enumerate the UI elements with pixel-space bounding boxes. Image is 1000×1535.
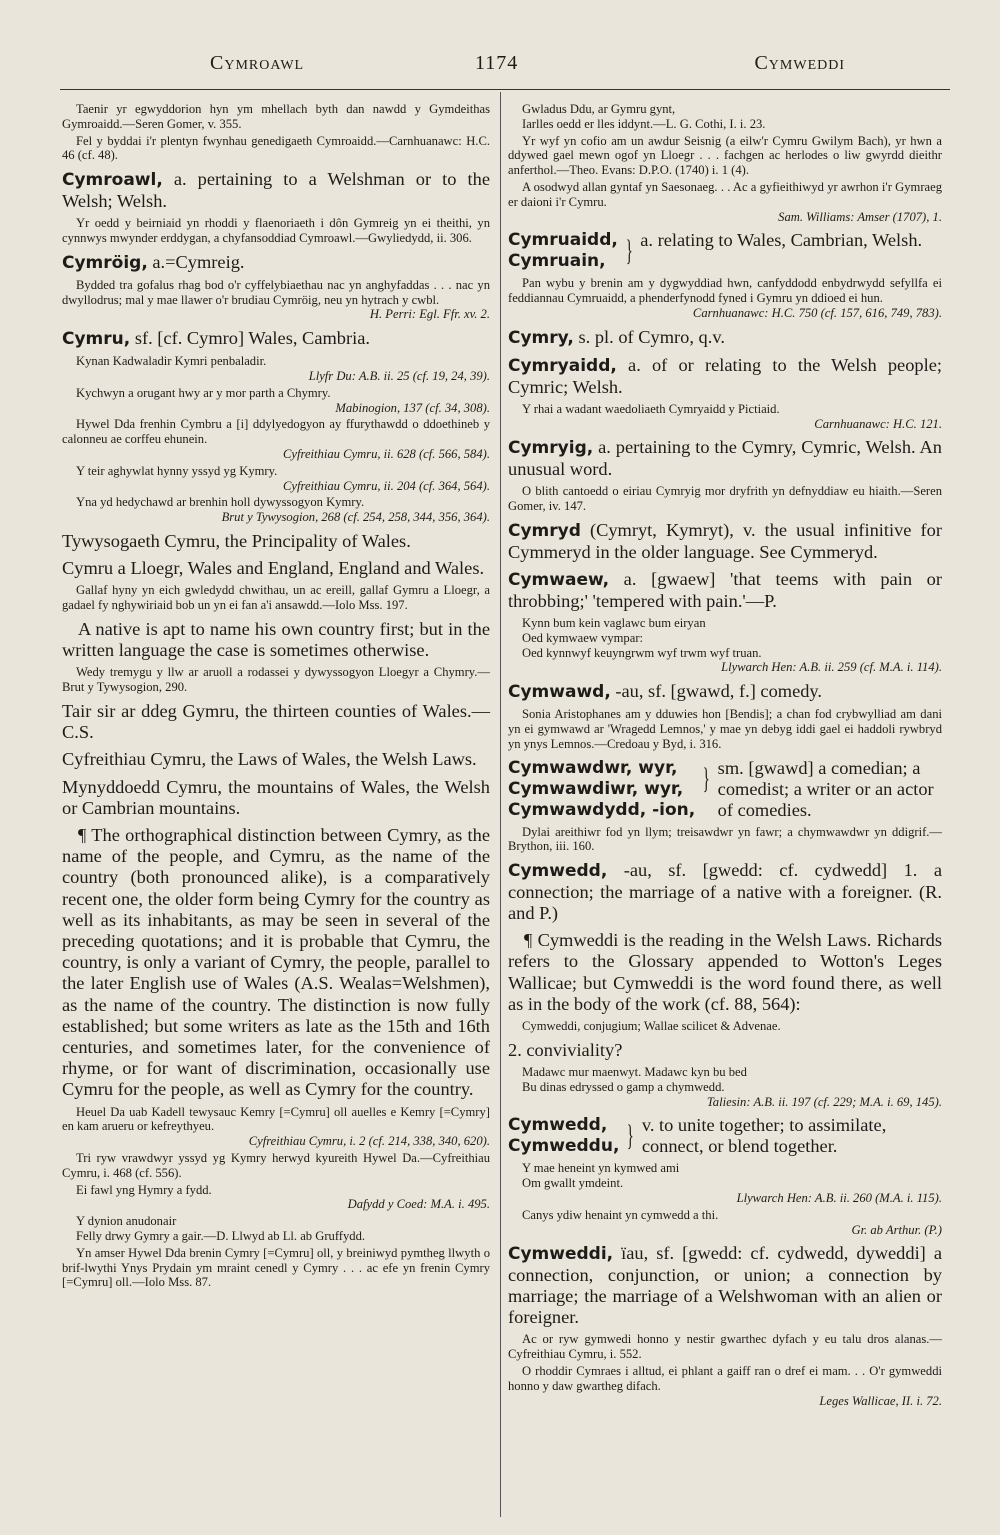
sense-entry: 2. conviviality? <box>508 1039 623 1060</box>
entry-headwords <box>508 1115 619 1157</box>
quotation-source: Carnhuanawc: H.C. 750 (cf. 157, 616, 749, 783). <box>692 305 942 320</box>
quotation-source: Gr. ab Arthur. (P.) <box>851 1222 942 1237</box>
entry-headword: Cymruain, <box>508 251 606 272</box>
column-divider <box>500 92 501 1517</box>
dictionary-entry <box>62 252 490 274</box>
quotation-source: Cyfreithiau Cymru, ii. 628 (cf. 566, 584). <box>283 446 490 461</box>
entry-headword: Cymryd <box>508 520 581 541</box>
quotation: Sonia Aristophanes am y dduwies hon [Bendis]; a chan fod crybwylliad am dani yn ei gymwawd ar 'Wragedd Lemnos,' y mae yn debyg iddi gael ei haddoli rywbryd yn ynys Lemnos.—Credoau y Byd, i. 316. <box>508 707 942 751</box>
quotation: Yn amser Hywel Dda brenin Cymry [=Cymru] oll, y breiniwyd pymtheg llwyth o brif-lwythi Ynys Prydain ym mraint cenedl y Cymry . . . ac efe yn frenin Cymry [=Cymru] oll.—Iolo Mss. 87. <box>62 1245 490 1290</box>
quotation: Gallaf hyny yn eich gwledydd chwithau, un ac ereill, gallaf Gymru a Lloegr, a gadael fy nghywiriaid bob un yn ei fan a'i ansawdd.—Iolo Mss. 197. <box>62 583 490 613</box>
dictionary-entry <box>508 327 942 349</box>
quotation-source: H. Perri: Egl. Ffr. xv. 2. <box>369 307 490 322</box>
entry-definition: s. pl. of Cymro, q.v. <box>573 326 725 347</box>
entry-headword: Cymry, <box>508 327 574 348</box>
entry-definition: a. of or relating to the Welsh people; Cymric; Welsh. <box>508 354 942 397</box>
dictionary-entry <box>508 1243 942 1328</box>
quotation: Ac or ryw gymwedi honno y nestir gwarthec dyfach y eu talu dros alanas.—Cyfreithiau Cymru, i. 552. <box>508 1332 942 1362</box>
quotation: Hywel Dda frenhin Cymbru a [i] ddylyedogyon ay ffurythawdd o ddoethineb y calonneu ae corffeu ehunein. Cyfreithiau Cymru, ii. 628 (cf. 566, 584). <box>62 417 490 461</box>
quotation: Y rhai a wadant waedoliaeth Cymryaidd y Pictiaid. Carnhuanawc: H.C. 121. <box>508 402 942 432</box>
quotation-line: Oed kymwaew vympar: <box>522 630 644 645</box>
entry-definition: sf. [cf. Cymro] Wales, Cambria. <box>130 328 370 349</box>
entry-headword: Cymryaidd, <box>508 355 617 376</box>
entry-definition: v. to unite together; to assimilate, connect, or blend together. <box>641 1115 887 1157</box>
entry-headword: Cymwawdydd, -ion, <box>508 799 696 820</box>
running-head <box>60 52 950 78</box>
entry-headwords <box>508 758 695 821</box>
quotation: Canys ydiw henaint yn cymwedd a thi. Gr. ab Arthur. (P.) <box>508 1208 942 1238</box>
phrase-entry: Tair sir ar ddeg Gymru, the thirteen counties of Wales.—C.S. <box>62 700 490 743</box>
brace-icon: } <box>627 1119 635 1153</box>
quotation: Kychwyn a orugant hwy ar y mor parth a Chymry. Mabinogion, 137 (cf. 34, 308). <box>62 386 490 416</box>
quotation: Taenir yr egwyddorion hyn ym mhellach byth dan nawdd y Gymdeithas Gymroaidd.—Seren Gomer, v. 355. <box>62 102 490 131</box>
quotation-line: Om gwallt ymdeint. <box>522 1176 624 1191</box>
quotation: Gwladus Ddu, ar Gymru gynt, Iarlles oedd er lles iddynt.—L. G. Cothi, I. i. 23. <box>508 102 942 132</box>
quotation-source: Cyfreithiau Cymru, ii. 204 (cf. 364, 564). <box>283 478 490 493</box>
entry-headword: Cymwawdwr, wyr, <box>508 757 678 778</box>
quotation: Wedy tremygu y llw ar aruoll a rodassei y dywyssogyon Lloegyr a Chymry.—Brut y Tywysogion, 290. <box>62 665 490 695</box>
entry-headword: Cymwawdiwr, wyr, <box>508 778 684 799</box>
entry-headword: Cymröig, <box>62 252 148 273</box>
quotation: Bydded tra gofalus rhag bod o'r cyffelybiaethau nac yn anghyfaddas . . . nac yn dwyllodrus; mal y mae llawer o'r brudiau Cymröig, neu yn hytrach y cwbl. H. Perri: Egl. Ffr. xv. 2. <box>62 277 490 322</box>
note-paragraph: ¶ Cymweddi is the reading in the Welsh Laws. Richards refers to the Glossary appended to Wotton's Leges Wallicae; but Cymweddi is the word found there, as well as in the body of the work (cf. 88, 564): <box>508 930 942 1014</box>
dictionary-entry-group <box>508 758 942 821</box>
quotation-source: Llyfr Du: A.B. ii. 25 (cf. 19, 24, 39). <box>308 368 490 383</box>
dictionary-entry-group <box>508 230 942 272</box>
quotation: Y teir aghywlat hynny yssyd yg Kymry. Cyfreithiau Cymru, ii. 204 (cf. 364, 564). <box>62 464 490 494</box>
entry-headword: Cymwaew, <box>508 569 610 590</box>
entry-definition: ïau, sf. [gwedd: cf. cydwedd, dyweddi] a connection, conjunction, or union; a connection by marriage; the marriage of a Welshwoman with an alien or foreigner. <box>508 1243 942 1328</box>
phrase-entry: Cymru a Lloegr, Wales and England, England and Wales. <box>62 558 485 579</box>
quotation: Tri ryw vrawdwyr yssyd yg Kymry herwyd kyureith Hywel Da.—Cyfreithiau Cymru, i. 468 (cf. 556). <box>62 1150 490 1180</box>
entry-headword: Cymweddu, <box>508 1136 620 1157</box>
entry-headword: Cymroawl, <box>62 170 163 191</box>
entry-definition: sm. [gwawd] a comedian; a comedist; a writer or an actor of comedies. <box>717 757 934 820</box>
quotation-source: Llywarch Hen: A.B. ii. 260 (M.A. i. 115). <box>736 1190 942 1205</box>
entry-definition: a. pertaining to a Welshman or to the Welsh; Welsh. <box>62 169 490 212</box>
header-rule <box>60 89 950 90</box>
quotation: Ei fawl yng Hymry a fydd. Dafydd y Coed: M.A. i. 495. <box>62 1183 490 1213</box>
quotation-source: Llywarch Hen: A.B. ii. 259 (cf. M.A. i. 114). <box>721 660 942 675</box>
quotation-source: Cyfreithiau Cymru, i. 2 (cf. 214, 338, 340, 620). <box>248 1134 490 1149</box>
dictionary-entry <box>508 569 942 612</box>
dictionary-entry <box>508 520 942 563</box>
note-paragraph: A native is apt to name his own country first; but in the written language the case is sometimes otherwise. <box>62 618 490 661</box>
dictionary-entry-group <box>508 1115 942 1157</box>
entry-headword: Cymru, <box>62 329 131 350</box>
dictionary-entry <box>508 860 942 924</box>
quotation-source: Brut y Tywysogion, 268 (cf. 254, 258, 344, 356, 364). <box>221 510 490 525</box>
entry-headword: Cymryig, <box>508 438 594 459</box>
quotation-line: Bu dinas edryssed o gamp a chymwedd. <box>522 1079 725 1094</box>
entry-definition: -au, sf. [gwawd, f.] comedy. <box>610 681 823 702</box>
entry-definition: (Cymryt, Kymryt), v. the usual infinitive for Cymmeryd in the older language. See Cymmeryd. <box>508 519 942 562</box>
brace-icon: } <box>625 234 633 268</box>
quotation-line: Iarlles oedd er lles iddynt.—L. G. Cothi, I. i. 23. <box>522 116 766 131</box>
quotation-source: Dafydd y Coed: M.A. i. 495. <box>347 1197 490 1212</box>
dictionary-entry <box>508 355 942 398</box>
entry-definition: a. relating to Wales, Cambrian, Welsh. <box>640 230 923 251</box>
quotation-line: Felly drwy Gymry a gair.—D. Llwyd ab Ll. ab Gruffydd. <box>76 1228 366 1243</box>
quotation: Kynan Kadwaladir Kymri penbaladir. Llyfr Du: A.B. ii. 25 (cf. 19, 24, 39). <box>62 354 490 384</box>
quotation: Yr wyf yn cofio am un awdur Seisnig (a eilw'r Cymru Gwilym Bach), yr hwn a ddywed gael mewn ogof yn Lloegr . . . fachgen ac herlodes o liw gwyrdd dieithr anferthol.—Theo. Evans: D.P.O. (1740) i. 1 (4). <box>508 133 942 178</box>
dictionary-entry <box>62 328 490 350</box>
quotation: Madawc mur maenwyt. Madawc kyn bu bed Bu dinas edryssed o gamp a chymwedd. Taliesin: A.B. ii. 197 (cf. 229; M.A. i. 69, 145). <box>508 1065 942 1109</box>
dictionary-entry <box>508 681 942 703</box>
header-right-word: Cymweddi <box>754 52 845 74</box>
quotation-source: Carnhuanawc: H.C. 121. <box>814 416 942 431</box>
quotation: O blith cantoedd o eiriau Cymryig mor dryfrith yn defnyddiaw eu hiaith.—Seren Gomer, iv. 147. <box>508 484 942 514</box>
quotation: Fel y byddai i'r plentyn fwynhau genedigaeth Cymroaidd.—Carnhuanawc: H.C. 46 (cf. 48). <box>62 133 490 163</box>
entry-headword: Cymwedd, <box>508 861 608 882</box>
brace-icon: } <box>702 761 711 795</box>
quotation-source: Sam. Williams: Amser (1707), 1. <box>778 209 942 224</box>
entry-headwords <box>508 230 618 272</box>
right-column <box>508 100 942 1408</box>
phrase-entry: Mynyddoedd Cymru, the mountains of Wales, the Welsh or Cambrian mountains. <box>62 776 490 818</box>
quotation: Cymweddi, conjugium; Wallae scilicet & Advenae. <box>522 1018 781 1033</box>
quotation-source: Leges Wallicae, II. i. 72. <box>819 1393 942 1408</box>
left-column <box>62 100 490 1290</box>
quotation: O rhoddir Cymraes i alltud, ei phlant a gaiff ran o dref ei mam. . . O'r gymweddi honno y daw gwartheg difach. Leges Wallicae, II. i. 72. <box>508 1363 942 1408</box>
quotation: Heuel Da uab Kadell tewysauc Kemry [=Cymru] oll auelles e Kemry [=Cymry] en kam arueru or kefreythyeu. Cyfreithiau Cymru, i. 2 (cf. 214, 338, 340, 620). <box>62 1104 490 1149</box>
quotation-line: Oed kynnwyf keuyngrwm wyf trwm wyf truan. <box>522 645 762 660</box>
quotation: Yna yd hedychawd ar brenhin holl dywyssogyon Kymry. Brut y Tywysogion, 268 (cf. 254, 258, 344, 356, 364). <box>62 495 490 525</box>
entry-definition: -au, sf. [gwedd: cf. cydwedd] 1. a connection; the marriage of a native with a foreigner. (R. and P.) <box>508 860 942 924</box>
phrase-entry: Tywysogaeth Cymru, the Principality of Wales. <box>62 530 411 551</box>
quotation-source: Taliesin: A.B. ii. 197 (cf. 229; M.A. i. 69, 145). <box>706 1094 942 1109</box>
quotation: Kynn bum kein vaglawc bum eiryan Oed kymwaew vympar: Oed kynnwyf keuyngrwm wyf trwm wyf truan. Llywarch Hen: A.B. ii. 259 (cf. M.A. i. 114). <box>508 616 942 675</box>
entry-headword: Cymweddi, <box>508 1244 614 1265</box>
quotation: Yr oedd y beirniaid yn rhoddi y flaenoriaeth i dôn Gymreig yn ei theithi, yn cynnwys mwynder erddygan, a chyfansoddiad Cymroawl.—Gwyliedydd, ii. 306. <box>62 216 490 245</box>
dictionary-entry <box>62 169 490 212</box>
entry-definition: a. pertaining to the Cymry, Cymric, Welsh. An unusual word. <box>508 437 942 480</box>
header-left-word: Cymroawl <box>210 52 305 74</box>
quotation: Y dynion anudonair Felly drwy Gymry a gair.—D. Llwyd ab Ll. ab Gruffydd. <box>62 1214 490 1244</box>
dictionary-entry <box>508 437 942 480</box>
quotation: Y mae heneint yn kymwed ami Om gwallt ymdeint. Llywarch Hen: A.B. ii. 260 (M.A. i. 115). <box>508 1161 942 1205</box>
entry-definition: a.=Cymreig. <box>147 251 245 272</box>
entry-definition: a. [gwaew] 'that teems with pain or throbbing;' 'tempered with pain.'—P. <box>508 568 942 611</box>
page-number: 1174 <box>475 52 519 74</box>
entry-headword: Cymruaidd, <box>508 230 618 251</box>
quotation-source: Mabinogion, 137 (cf. 34, 308). <box>335 400 490 415</box>
entry-headword: Cymwedd, <box>508 1115 608 1136</box>
entry-headword: Cymwawd, <box>508 682 611 703</box>
quotation: Pan wybu y brenin am y dygwyddiad hwn, canfyddodd enbydrwydd sefyllfa ei feddiannau Cymruaidd, a phenderfynodd fyned i Gymru yn ddioed ei hun. Carnhuanawc: H.C. 750 (cf. 157, 616, 749, 783). <box>508 276 942 320</box>
note-paragraph: ¶ The orthographical distinction between Cymry, as the name of the people, and Cymru, as the name of the country (both pronounced alike), is a comparatively recent one, the older form being Cymry for the country as well as its inhabitants, as may be seen in several of the preceding quotations; and it is probable that Cymru, the country, is only a variant of Cymry, the people, parallel to the later English use of Wales (A.S. Wealas=Welshmen), as the name of the country. The distinction is now fully established; but some writers as late as the 15th and 16th centuries, and sometimes later, for the convenience of rhyme, or for want of discrimination, occasionally use Cymru for the people, as well as Cymry for the country. <box>62 824 490 1100</box>
phrase-entry: Cyfreithiau Cymru, the Laws of Wales, the Welsh Laws. <box>62 749 477 770</box>
quotation: Dylai areithiwr fod yn llym; treisawdwr yn fawr; a chymwawdwr yn ddigrif.—Brython, iii. 160. <box>508 824 942 854</box>
quotation: A osodwyd allan gyntaf yn Saesonaeg. . . Ac a gyfieithiwyd yr awrhon i'r Gymraeg er daioni i'r Cymru. Sam. Williams: Amser (1707), 1. <box>508 179 942 224</box>
